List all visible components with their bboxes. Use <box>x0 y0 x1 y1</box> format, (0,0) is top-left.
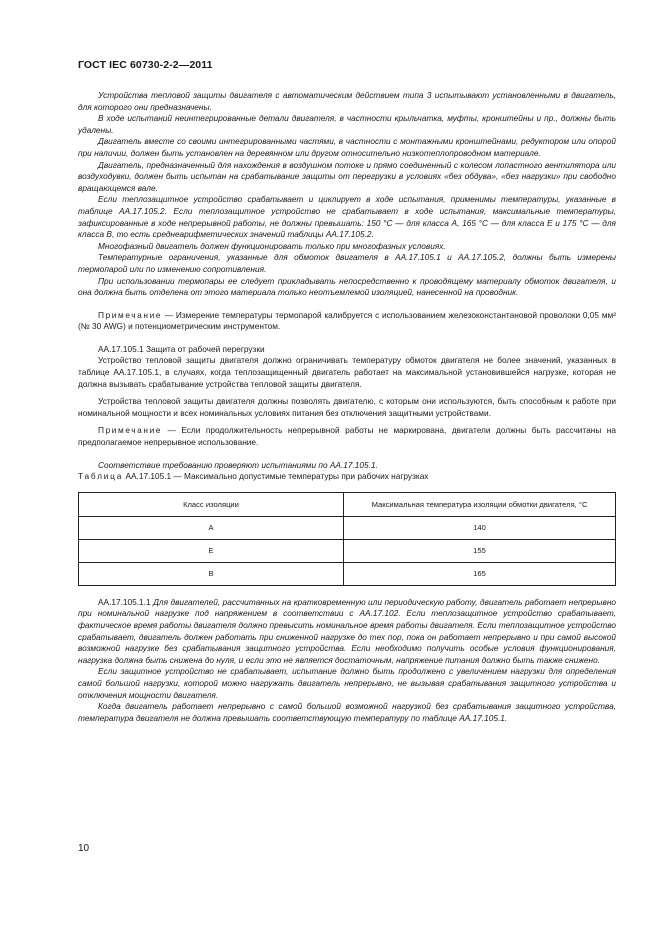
clause-text: Для двигателей, рассчитанных на кратковременную или периодическую работу, двигатель работает непрерывно при номинальной нагрузке под напряжением в соответствии с АА.17.102. Если теплозащитное устройство срабатывает, фактическое время работы двигателя должно превысить номинальное время работы двигателя. Если теплозащитное устройство срабатывает, двигатель должен работать при сниженной нагрузке до тех пор, пока он работает непрерывно и при самой высокой возможной нагрузке без срабатывания защитного устройства. Если необходимо получить особые условия функционирования, нагрузка должна быть снижена до нуля, и если это не является достаточным, напряжение питания должно быть также снижено. <box>78 596 616 665</box>
note-label: Примечание <box>98 309 163 320</box>
table-caption-text: АА.17.105.1 — Максимально допустимые температуры при рабочих нагрузках <box>123 471 429 482</box>
paragraph: Когда двигатель работает непрерывно с самой большой возможной нагрузкой без срабатывания защитного устройства, температура двигателя не должна превышать соответствующую температуру по таблице АА.17.105.1. <box>78 701 616 723</box>
table-caption-label: Таблица <box>78 471 124 482</box>
paragraph: Если теплозащитное устройство срабатывает и циклирует в ходе испытания, применимы температуры, указанные в таблице АА.17.105.2. Если теплозащитное устройство не срабатывает в ходе испытания, максимальные температуры, зафиксированные в ходе непрерывной работы, не должны превышать: 150 °С — для класса А, 165 °С — для класса Е и 175 °С — для класса В, то есть среднеарифметических значений таблицы АА.17.105.2. <box>78 194 616 240</box>
paragraph: Двигатель, предназначенный для нахождения в воздушном потоке и прямо соединенный с колесом лопастного вентилятора или воздуходувки, должен быть испытан на срабатывание защиты от перегрузки в условиях «без обдува», «без нагрузки» при свободно вращающемся вале. <box>78 159 616 193</box>
table-cell-temperature: 165 <box>344 562 616 585</box>
table-row <box>79 562 616 585</box>
table-header-row <box>79 492 616 516</box>
column-header-temperature: Максимальная температура изоляции обмотки двигателя, °С <box>344 492 616 516</box>
column-header-class: Класс изоляции <box>79 492 344 516</box>
paragraph: Соответствие требованию проверяют испытаниями по АА.17.105.1. <box>98 459 378 470</box>
table-caption <box>78 471 616 483</box>
table-cell-class: В <box>79 562 344 585</box>
paragraph: Двигатель вместе со своими интегрированными частями, в частности с монтажными кронштейнами, редуктором или опорой при наличии, должен быть установлен на деревянном или другом относительно низкотеплопроводном материале. <box>78 136 616 158</box>
note-text: — Если продолжительность непрерывной работы не маркирована, двигатели должны быть рассчитаны на предполагаемое непрерывное использование. <box>78 425 616 448</box>
paragraph: Устройство тепловой защиты двигателя должно ограничивать температуру обмоток двигателя не более значений, указанных в таблице АА.17.105.1, в случаях, когда теплозащищенный двигатель работает на максимальной установившейся нагрузке, которая не должна вызывать срабатывание устройства тепловой защиты двигателя. <box>78 355 616 389</box>
table-cell-temperature: 140 <box>344 516 616 539</box>
temperature-table <box>78 492 616 586</box>
note <box>78 425 616 448</box>
paragraph <box>78 597 616 667</box>
page-number: 10 <box>78 843 90 854</box>
paragraph: В ходе испытаний неинтегрированные детали двигателя, в частности крыльчатка, муфты, кронштейны и пр., должны быть удалены. <box>78 113 616 135</box>
note-label: Примечание <box>98 425 163 436</box>
clause-number: АА.17.105.1.1 <box>98 596 154 607</box>
table-row <box>79 516 616 539</box>
paragraph: Температурные ограничения, указанные для обмоток двигателя в АА.17.105.1 и АА.17.105.2, должны быть измерены термопарой или по изменению сопротивления. <box>78 252 616 274</box>
table-row <box>79 539 616 562</box>
note <box>78 310 616 333</box>
table-cell-class: А <box>79 516 344 539</box>
table-cell-class: Е <box>79 539 344 562</box>
note-text: — Измерение температуры термопарой калибруется с использованием железоконстантановой проволоки 0,05 мм² (№ 30 AWG) и потенциометрическим инструментом. <box>78 309 616 332</box>
section-heading: АА.17.105.1 Защита от рабочей перегрузки <box>98 343 265 354</box>
paragraph: Устройства тепловой защиты двигателя должны позволять двигателю, с которым они используются, быть способным к работе при номинальной мощности и всех номинальных условиях питания без отключения защитными устройствами. <box>78 396 616 418</box>
document-header: ГОСТ IEC 60730-2-2—2011 <box>78 59 213 71</box>
table-cell-temperature: 155 <box>344 539 616 562</box>
paragraph: Если защитное устройство не срабатывает, испытание должно быть продолжено с увеличением нагрузки для определения самой большой нагрузки, которой можно нагружать двигатель непрерывно, не вызывая срабатывания защитного устройства и отключения мощности двигателя. <box>78 666 616 700</box>
document-body <box>78 90 616 724</box>
paragraph: Многофазный двигатель должен функционировать только при многофазных условиях. <box>98 240 446 251</box>
paragraph: При использовании термопары ее следует прикладывать непосредственно к проводящему материалу обмоток двигателя, и она должна быть отделена от этого материала только неотъемлемой изоляцией, нанесенной на проводник. <box>78 275 616 298</box>
paragraph: Устройства тепловой защиты двигателя с автоматическим действием типа 3 испытывают установленными в двигатель, для которого они предназначены. <box>78 90 616 112</box>
